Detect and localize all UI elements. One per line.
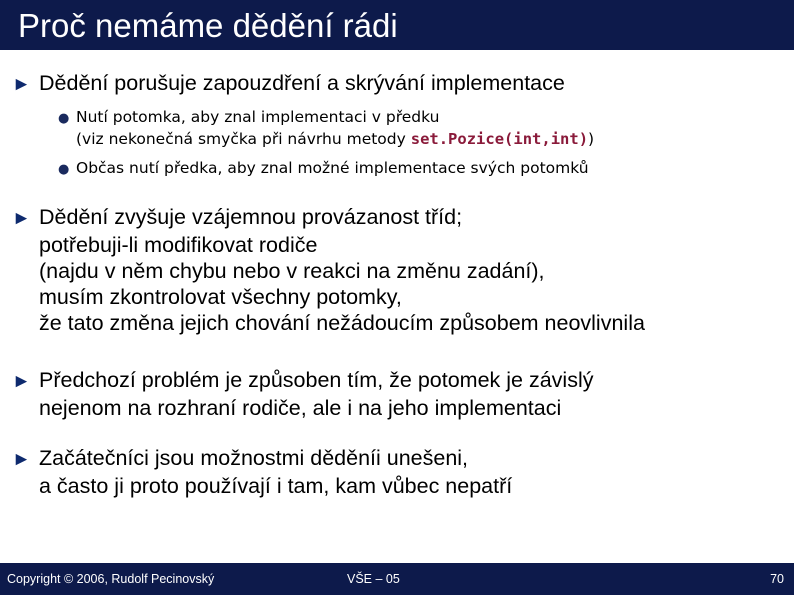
bullet-2-line3: (najdu v něm chybu nebo v reakci na změnu zadání), bbox=[39, 259, 545, 283]
sub-bullet-1-1-line2-post: ) bbox=[588, 130, 595, 148]
slide-title: Proč nemáme dědění rádi bbox=[18, 7, 398, 44]
bullet-4-line1: Začátečníci jsou možnostmi děděníi unešeni, bbox=[39, 446, 469, 470]
footer-course: VŠE – 05 bbox=[347, 572, 400, 586]
bullet-1 bbox=[12, 70, 565, 98]
bullet-2 bbox=[12, 204, 645, 336]
sub-bullet-1-1-line1: Nutí potomka, aby znal implementaci v předku bbox=[76, 108, 440, 126]
filled-circle-icon: ● bbox=[58, 111, 70, 126]
bullet-3 bbox=[12, 367, 594, 421]
bullet-2-line5: že tato změna jejich chování nežádoucím způsobem neovlivnila bbox=[39, 311, 645, 335]
footer-page-number: 70 bbox=[770, 572, 784, 586]
bullet-1-text: Dědění porušuje zapouzdření a skrývání implementace bbox=[39, 71, 565, 95]
sub-bullet-1-2-text: Občas nutí předka, aby znal možné implementace svých potomků bbox=[76, 159, 589, 177]
right-triangle-icon: ► bbox=[12, 449, 31, 470]
right-triangle-icon: ► bbox=[12, 208, 31, 229]
sub-bullet-1-1 bbox=[58, 107, 594, 149]
sub-bullet-1-1-line2 bbox=[58, 129, 594, 149]
bullet-4-line2: a často ji proto používají i tam, kam vůbec nepatří bbox=[39, 474, 513, 498]
sub-bullet-1-2 bbox=[58, 158, 589, 180]
bullet-2-line1: Dědění zvyšuje vzájemnou provázanost tříd; bbox=[39, 205, 463, 229]
title-underline bbox=[0, 50, 794, 53]
bullet-2-line2: potřebuji-li modifikovat rodiče bbox=[39, 233, 318, 257]
bullet-3-line2: nejenom na rozhraní rodiče, ale i na jeho implementaci bbox=[39, 396, 562, 420]
title-bar bbox=[0, 0, 794, 50]
sub-bullet-1-1-line2-pre: (viz nekonečná smyčka při návrhu metody bbox=[76, 130, 411, 148]
right-triangle-icon: ► bbox=[12, 74, 31, 95]
right-triangle-icon: ► bbox=[12, 371, 31, 392]
method-code: set.Pozice(int,int) bbox=[410, 130, 589, 148]
bullet-4 bbox=[12, 445, 512, 499]
bullet-3-line1: Předchozí problém je způsoben tím, že potomek je závislý bbox=[39, 368, 594, 392]
filled-circle-icon: ● bbox=[58, 162, 70, 177]
footer-copyright: Copyright © 2006, Rudolf Pecinovský bbox=[7, 572, 215, 586]
bullet-2-line4: musím zkontrolovat všechny potomky, bbox=[39, 285, 402, 309]
footer-bar bbox=[0, 563, 794, 595]
